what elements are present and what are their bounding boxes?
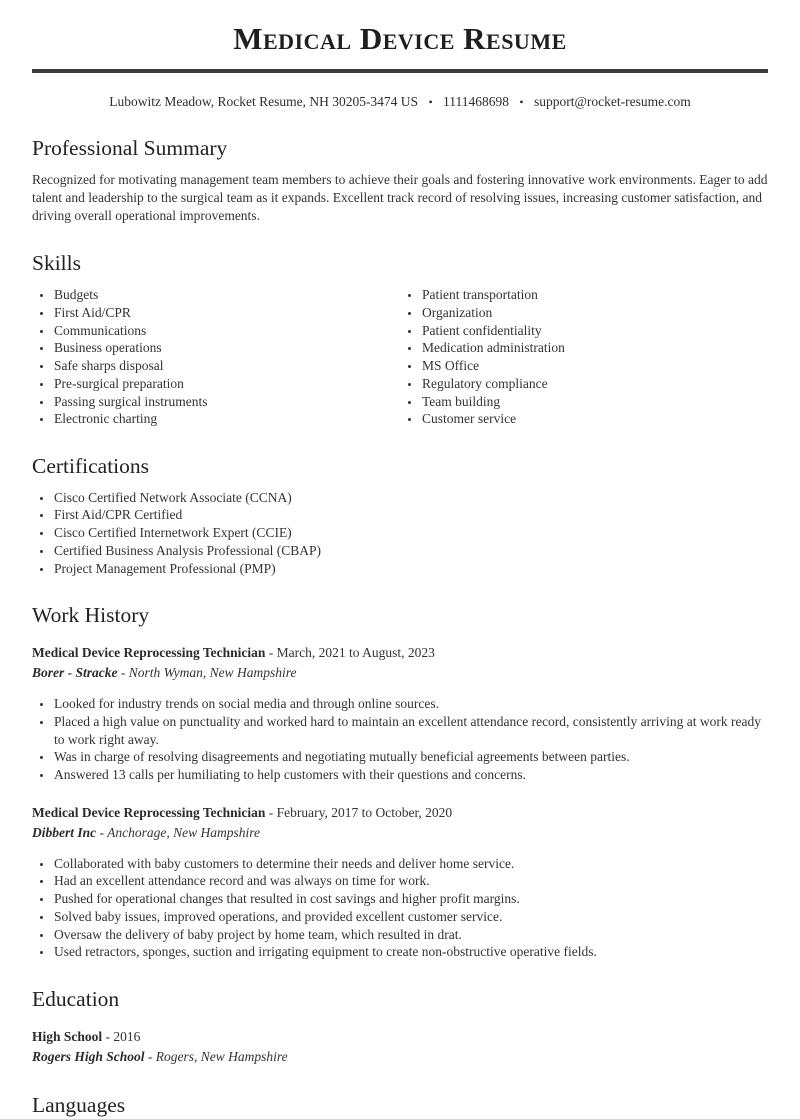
job-title: Medical Device Reprocessing Technician xyxy=(32,645,266,661)
job-duty-list xyxy=(32,695,768,784)
job-dates: - March, 2021 to August, 2023 xyxy=(265,645,435,661)
job-entry xyxy=(32,803,768,961)
skill-item: • Electronic charting xyxy=(53,410,400,428)
skills-column-right xyxy=(400,277,768,428)
job-duty-item: • Placed a high value on punctuality and worked hard to maintain an excellent attendance record, consistently arriving at work ready to work right away. xyxy=(53,713,768,748)
education-school-line xyxy=(32,1047,768,1067)
contact-line xyxy=(32,94,768,110)
job-duty-item: • Solved baby issues, improved operations, and provided excellent customer service. xyxy=(53,908,768,926)
job-company: Borer - Stracke xyxy=(32,665,118,681)
job-duty-item: • Was in charge of resolving disagreements and negotiating mutually beneficial agreements between parties. xyxy=(53,748,768,766)
skill-item: • Business operations xyxy=(53,339,400,357)
job-duty-item: • Had an excellent attendance record and was always on time for work. xyxy=(53,872,768,890)
job-company-line xyxy=(32,823,768,843)
skill-item: • Patient transportation xyxy=(421,286,768,304)
certifications-list xyxy=(32,489,768,578)
skill-item: • MS Office xyxy=(421,357,768,375)
job-duty-item: • Used retractors, sponges, suction and irrigating equipment to create non-obstructive operative fields. xyxy=(53,943,768,961)
job-duty-item: • Oversaw the delivery of baby project by home team, which resulted in drat. xyxy=(53,926,768,944)
skill-item: • Medication administration xyxy=(421,339,768,357)
job-title-line xyxy=(32,643,768,663)
job-duty-list xyxy=(32,855,768,961)
section-heading-education: Education xyxy=(32,986,120,1011)
contact-email: support@rocket-resume.com xyxy=(533,93,691,109)
bullet-separator-icon: • xyxy=(519,94,524,109)
section-heading-work-history: Work History xyxy=(32,603,150,628)
job-dates: - February, 2017 to October, 2020 xyxy=(265,804,453,820)
skill-item: • First Aid/CPR xyxy=(53,304,400,322)
skill-item: • Budgets xyxy=(53,286,400,304)
header-divider xyxy=(32,69,768,73)
education-entry xyxy=(32,1027,768,1067)
education-degree-line xyxy=(32,1027,768,1047)
job-company: Dibbert Inc xyxy=(32,824,97,840)
certification-item: • Project Management Professional (PMP) xyxy=(53,560,768,578)
section-heading-professional-summary: Professional Summary xyxy=(32,135,228,160)
job-duty-item: • Collaborated with baby customers to determine their needs and deliver home service. xyxy=(53,855,768,873)
education-year: - 2016 xyxy=(102,1028,141,1044)
job-title: Medical Device Reprocessing Technician xyxy=(32,804,266,820)
job-location: - North Wyman, New Hampshire xyxy=(117,665,297,681)
skill-item: • Regulatory compliance xyxy=(421,375,768,393)
section-heading-languages: Languages xyxy=(32,1092,126,1117)
certification-item: • First Aid/CPR Certified xyxy=(53,506,768,524)
job-duty-item: • Looked for industry trends on social media and through online sources. xyxy=(53,695,768,713)
job-duty-item: • Answered 13 calls per humiliating to help customers with their questions and concerns. xyxy=(53,766,768,784)
skill-item: • Communications xyxy=(53,322,400,340)
section-heading-skills: Skills xyxy=(32,251,81,276)
skills-column-left xyxy=(32,277,400,428)
skill-item: • Customer service xyxy=(421,410,768,428)
bullet-separator-icon: • xyxy=(428,94,433,109)
professional-summary-text: Recognized for motivating management team members to achieve their goals and fostering innovative work environments. Eager to add talent and leadership to the surgical team as it expands. Excellent track record of resolving issues, increasing customer satisfaction, and driving overall operational improvements. xyxy=(32,171,768,224)
certification-item: • Cisco Certified Network Associate (CCNA) xyxy=(53,489,768,507)
section-heading-certifications: Certifications xyxy=(32,453,150,478)
skill-item: • Passing surgical instruments xyxy=(53,393,400,411)
education-school: Rogers High School xyxy=(32,1048,145,1064)
job-title-line xyxy=(32,803,768,823)
skill-item: • Organization xyxy=(421,304,768,322)
skill-item: • Patient confidentiality xyxy=(421,322,768,340)
contact-address: Lubowitz Meadow, Rocket Resume, NH 30205-3474 US xyxy=(109,93,419,109)
contact-phone: 1111468698 xyxy=(443,93,510,109)
job-entry xyxy=(32,643,768,784)
job-duty-item: • Pushed for operational changes that resulted in cost savings and higher profit margins. xyxy=(53,890,768,908)
skill-item: • Team building xyxy=(421,393,768,411)
skill-item: • Safe sharps disposal xyxy=(53,357,400,375)
job-location: - Anchorage, New Hampshire xyxy=(96,824,260,840)
education-degree: High School xyxy=(32,1028,103,1044)
education-location: - Rogers, New Hampshire xyxy=(144,1048,288,1064)
resume-document xyxy=(0,21,800,1119)
certification-item: • Cisco Certified Internetwork Expert (CCIE) xyxy=(53,524,768,542)
skills-columns xyxy=(32,277,768,428)
resume-title: Medical Device Resume xyxy=(233,21,567,56)
skill-item: • Pre-surgical preparation xyxy=(53,375,400,393)
job-company-line xyxy=(32,663,768,683)
certification-item: • Certified Business Analysis Professional (CBAP) xyxy=(53,542,768,560)
